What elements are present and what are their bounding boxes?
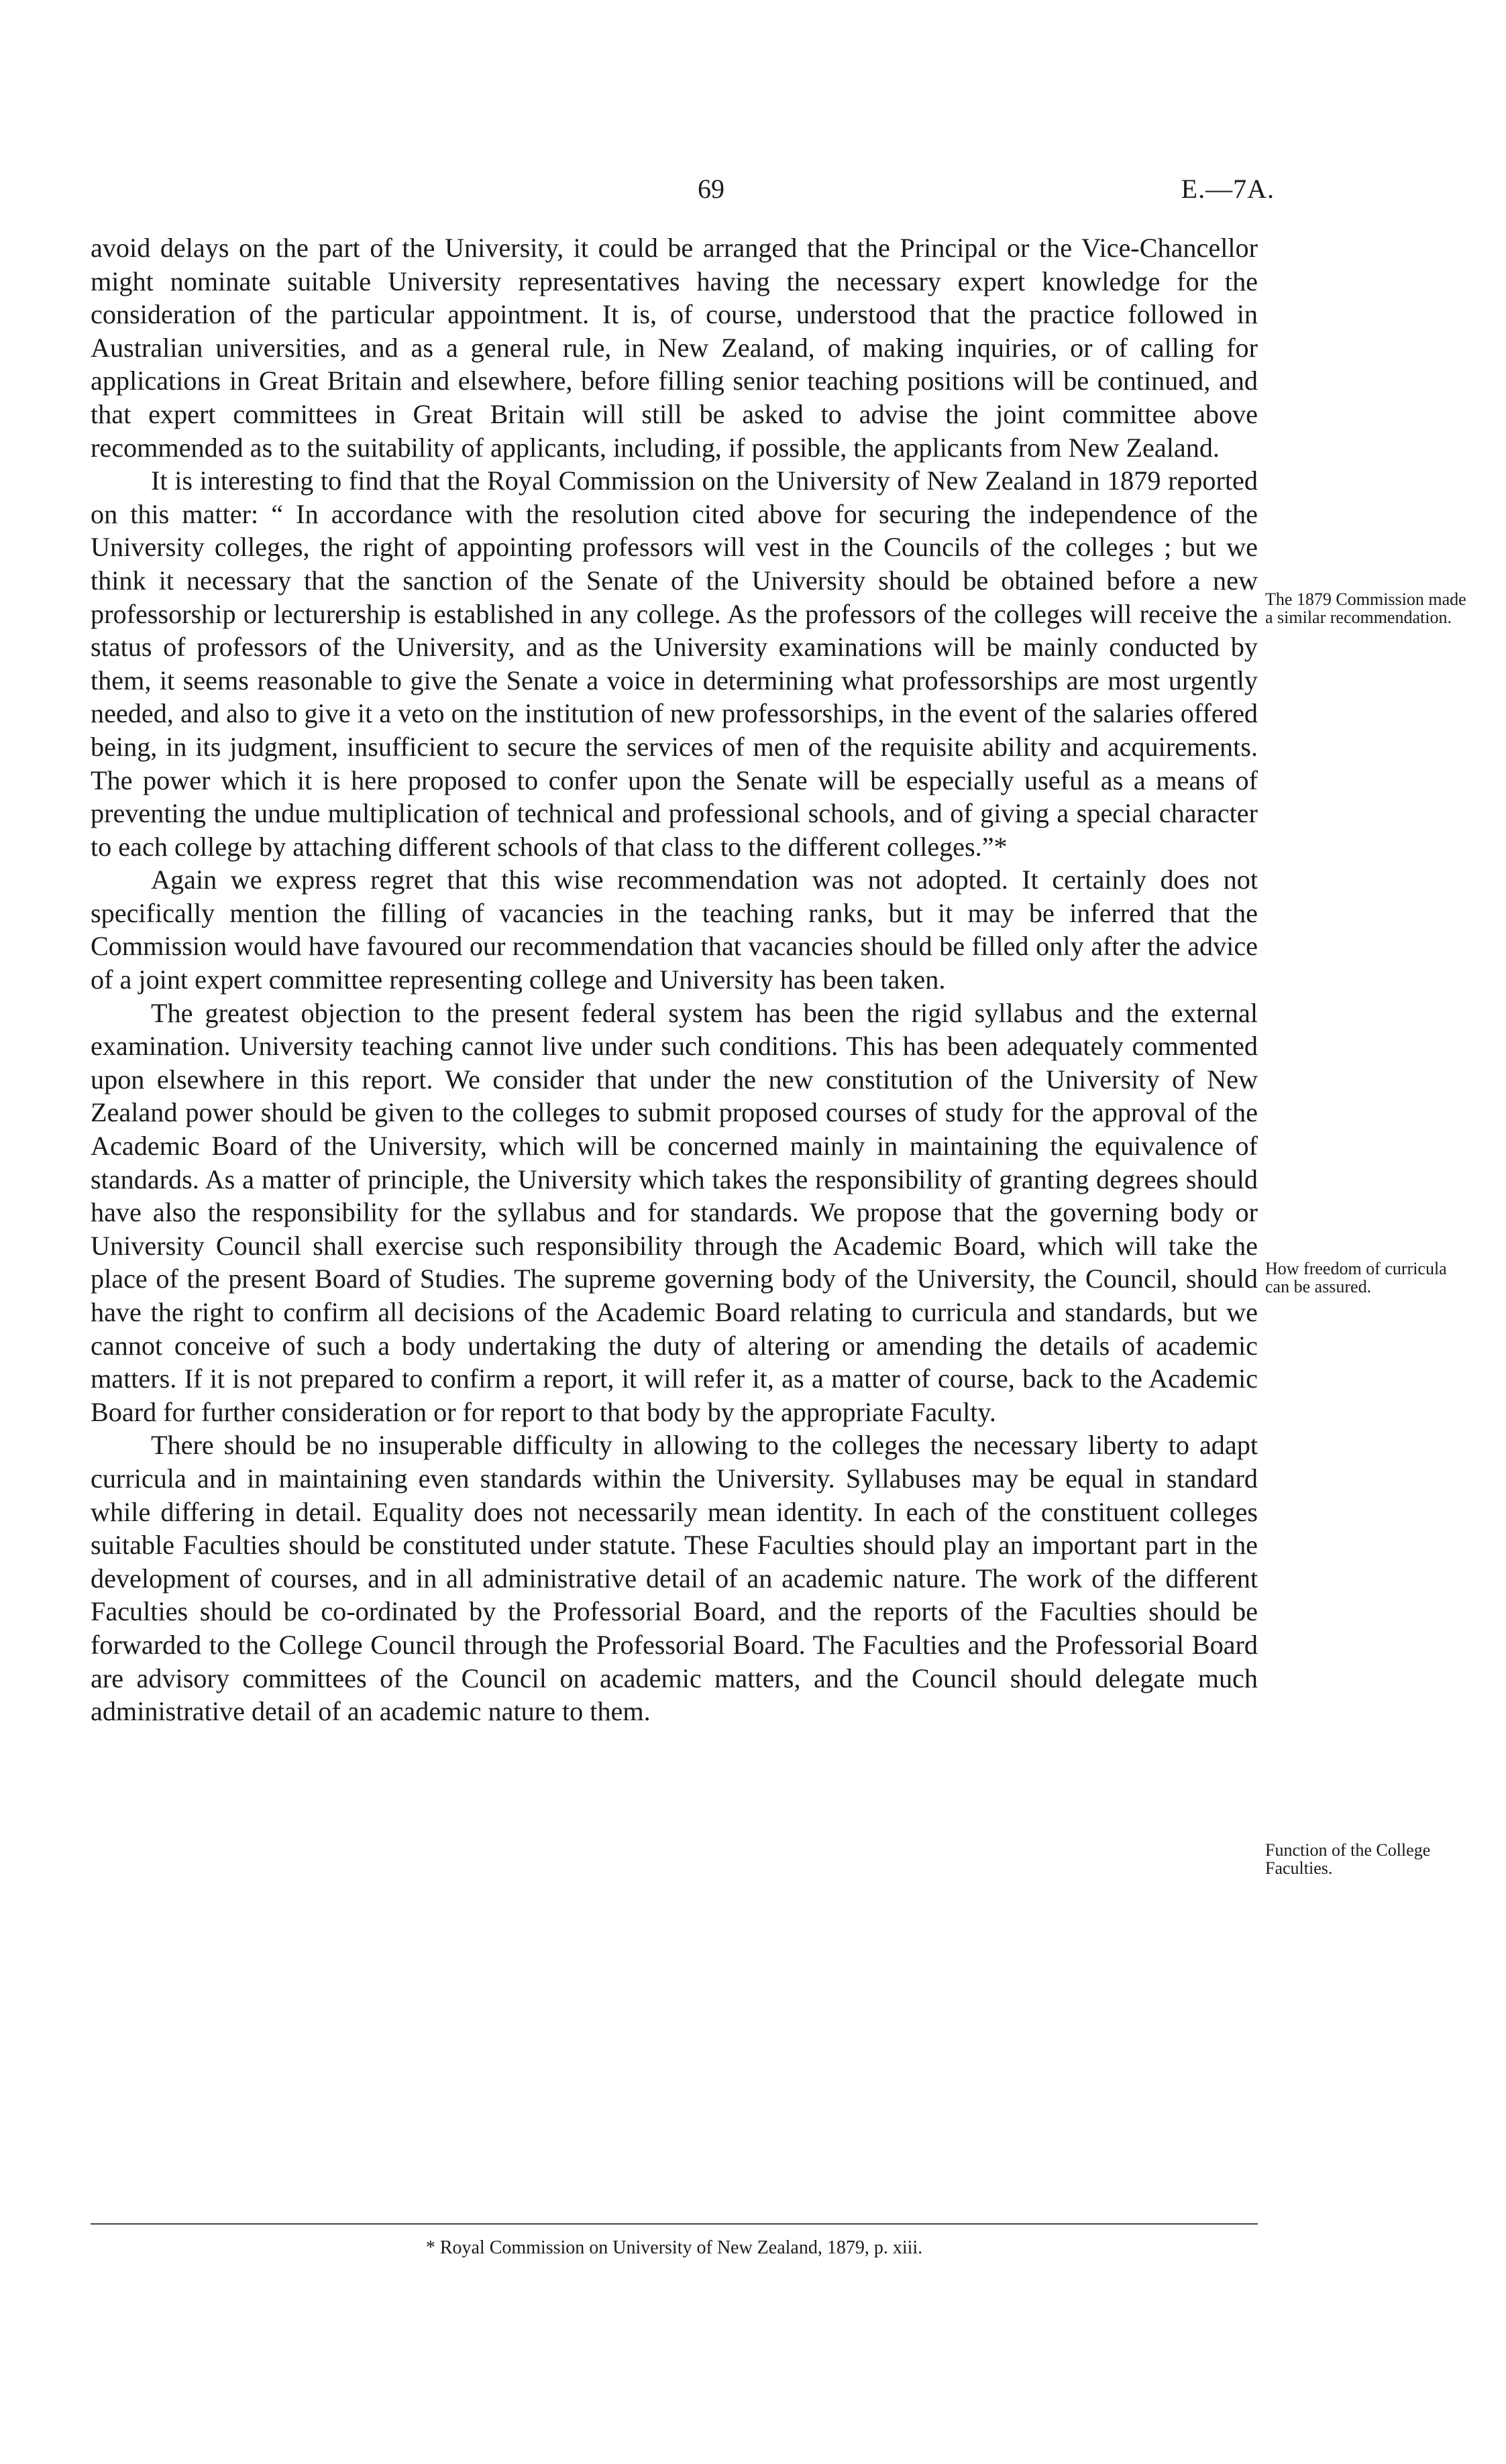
paragraph-federal-system: The greatest objection to the present federal system has been the rigid syllabus and the external examination. University teaching cannot live under such conditions. This has been adequately commented upon elsewhere in this report. We consider that under the new constitution of the University of New Zealand power should be given to the colleges to submit proposed courses of study for the approval of the Academic Board of the University, which will be concerned mainly in maintaining the equivalence of standards. As a matter of principle, the University which takes the responsibility of granting degrees should have also the responsibility for the syllabus and for standards. We propose that the governing body or University Council shall exercise such responsibility through the Academic Board, which will take the place of the present Board of Studies. The supreme governing body of the University, the Council, should have the right to confirm all decisions of the Academic Board relating to curricula and standards, but we cannot conceive of such a body undertaking the duty of altering or amending the details of academic matters. If it is not prepared to confirm a report, it will refer it, as a matter of course, back to the Academic Board for further consideration or for report to that body by the appropriate Faculty.: [91, 997, 1258, 1427]
page-number: 69: [698, 174, 724, 204]
margin-note-freedom-of-curricula: How freedom of curricula can be assured.: [1265, 1259, 1447, 1296]
main-text: [91, 231, 1258, 1728]
margin-note-1879-commission: The 1879 Commission made a similar recommendation.: [1265, 590, 1466, 627]
paragraph-faculties: There should be no insuperable difficulty in allowing to the colleges the necessary liberty to adapt curricula and in maintaining even standards within the University. Syllabuses may be equal in standard while differing in detail. Equality does not necessarily mean identity. In each of the constituent colleges suitable Faculties should be constituted under statute. These Faculties should play an important part in the development of courses, and in all administrative detail of an academic nature. The work of the different Faculties should be co-ordinated by the Professorial Board, and the reports of the Faculties should be forwarded to the College Council through the Professorial Board. The Faculties and the Professorial Board are advisory committees of the Council on academic matters, and the Council should delegate much administrative detail of an academic nature to them.: [91, 1430, 1258, 1727]
footnote-divider: [91, 2223, 1258, 2225]
paragraph-regret: Again we express regret that this wise recommendation was not adopted. It certainly does not specifically mention the filling of vacancies in the teaching ranks, but it may be inferred that the Commission would have favoured our recommendation that vacancies should be filled only after the advice of a joint expert committee representing college and University has been taken.: [91, 864, 1258, 995]
paragraph-continuation: avoid delays on the part of the University, it could be arranged that the Principal or the Vice-Chancellor might nominate suitable University representatives having the necessary expert knowledge for the consideration of the particular appointment. It is, of course, understood that the practice followed in Australian universities, and as a general rule, in New Zealand, of making inquiries, or of calling for applications in Great Britain and elsewhere, before filling senior teaching positions will be continued, and that expert committees in Great Britain will still be asked to advise the joint committee above recommended as to the suitability of applicants, including, if possible, the applicants from New Zealand.: [91, 233, 1258, 463]
paragraph-royal-commission: It is interesting to find that the Royal Commission on the University of New Zealand in 1879 reported on this matter: “ In accordance with the resolution cited above for securing the independence of the University colleges, the right of appointing professors will vest in the Councils of the colleges ; but we think it necessary that the sanction of the Senate of the University should be obtained before a new professorship or lecturership is established in any college. As the professors of the colleges will receive the status of professors of the University, and as the University examinations will be mainly conducted by them, it seems reasonable to give the Senate a voice in determining what professorships are most urgently needed, and also to give it a veto on the institution of new professorships, in the event of the salaries offered being, in its judgment, insufficient to secure the services of men of the requisite ability and acquirements. The power which it is here proposed to confer upon the Senate will be especially useful as a means of preventing the undue multiplication of technical and professional schools, and of giving a special character to each college by attaching different schools of that class to the different colleges.”*: [91, 465, 1258, 862]
margin-note-college-faculties: Function of the College Faculties.: [1265, 1840, 1431, 1878]
document-reference: E.—7A.: [1181, 174, 1275, 204]
footnote: * Royal Commission on University of New Zealand, 1879, p. xiii.: [425, 2237, 923, 2258]
